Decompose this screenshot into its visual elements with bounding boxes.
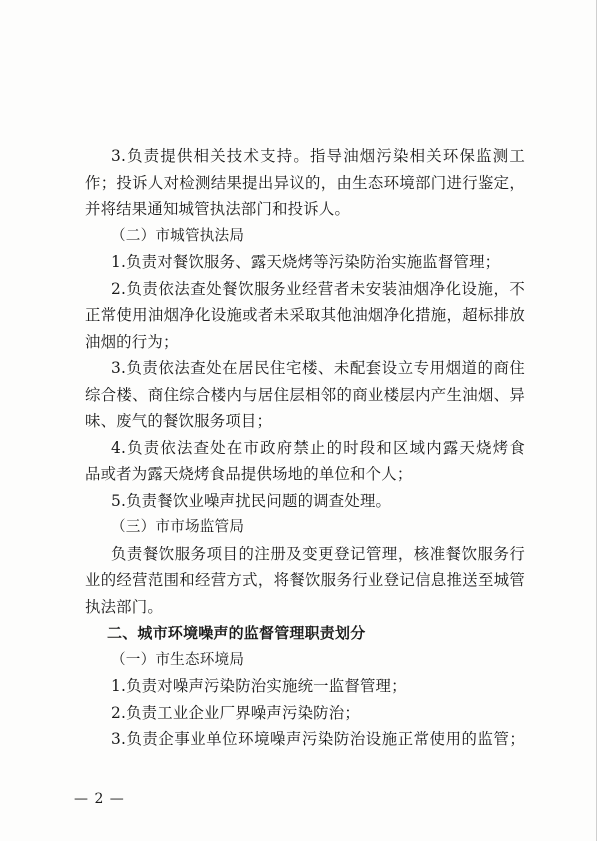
paragraph-line: 4.负责依法查处在市政府禁止的时段和区域内露天烧烤食 <box>111 438 525 457</box>
section-heading-city-management: （二）市城管执法局 <box>111 226 245 244</box>
paragraph-line: 3.负责依法查处在居民住宅楼、未配套设立专用烟道的商住 <box>111 359 525 377</box>
paragraph-line: 5.负责餐饮业噪声扰民问题的调查处理。 <box>111 491 392 510</box>
paragraph-line: 业的经营范围和经营方式，将餐饮服务行业登记信息推送至城管 <box>85 571 525 589</box>
paragraph-line: 2.负责依法查处餐饮服务业经营者未安装油烟净化设施，不 <box>111 279 525 298</box>
section-heading-ecology: （一）市生态环境局 <box>111 650 245 668</box>
paragraph-line: 2.负责工业企业厂界噪声污染防治； <box>111 703 360 722</box>
document-body <box>85 143 525 753</box>
paragraph-line: 作；投诉人对检测结果提出异议的，由生态环境部门进行鉴定， <box>85 173 525 192</box>
paragraph-line: 1.负责对餐饮服务、露天烧烤等污染防治实施监督管理； <box>111 253 501 271</box>
section-heading-market-supervision: （三）市市场监管局 <box>111 518 245 535</box>
paragraph-line: 3.负责提供相关技术支持。指导油烟污染相关环保监测工 <box>111 147 525 165</box>
paragraph-line: 品或者为露天烧烤食品提供场地的单位和个人； <box>85 465 413 483</box>
paragraph-line: 并将结果通知城管执法部门和投诉人。 <box>85 200 351 218</box>
paragraph-line: 1.负责对噪声污染防治实施统一监督管理； <box>111 677 407 695</box>
paragraph-line: 味、废气的餐饮服务项目； <box>85 412 273 430</box>
paragraph-line: 3.负责企事业单位环境噪声污染防治设施正常使用的监管； <box>111 730 525 748</box>
paragraph-line: 负责餐饮服务项目的注册及变更登记管理，核准餐饮服务行 <box>111 544 525 563</box>
section-heading-noise: 二、城市环境噪声的监督管理职责划分 <box>107 624 366 642</box>
paragraph-line: 正常使用油烟净化设施或者未采取其他油烟净化措施，超标排放 <box>85 306 525 324</box>
paragraph-line: 执法部门。 <box>85 597 163 616</box>
paragraph-line: 综合楼、商住综合楼内与居住层相邻的商业楼层内产生油烟、异 <box>85 385 525 404</box>
page-number: — 2 — <box>74 791 125 807</box>
paragraph-line: 油烟的行为； <box>85 332 179 351</box>
